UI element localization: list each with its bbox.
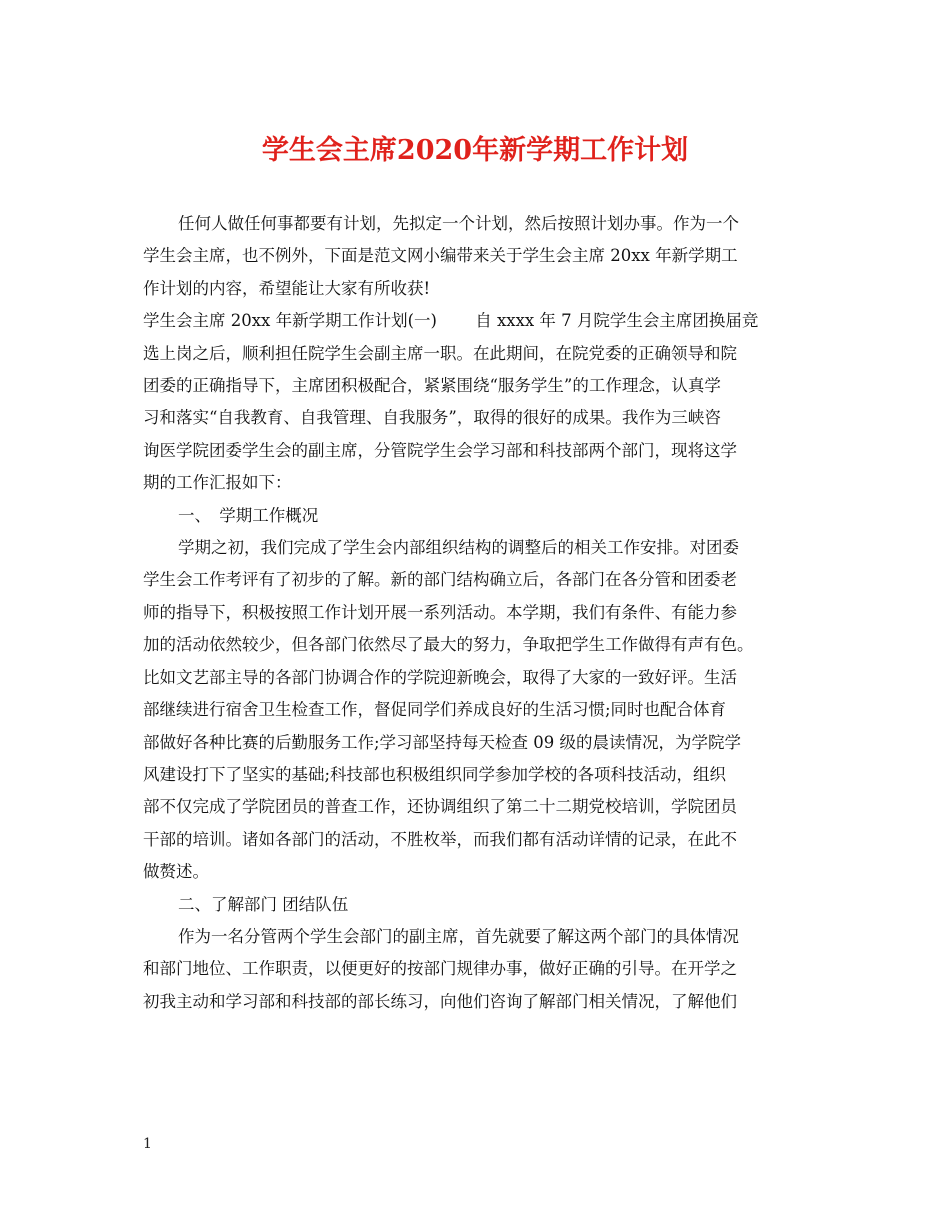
paragraph-line: 部做好各种比赛的后勤服务工作;学习部坚持每天检查 09 级的晨读情况，为学院学 — [143, 732, 742, 752]
paragraph-line: 和部门地位、工作职责，以便更好的按部门规律办事，做好正确的引导。在开学之 — [143, 959, 737, 979]
paragraph-line: 习和落实“自我教育、自我管理、自我服务”，取得的很好的成果。我作为三峡咨 — [143, 408, 721, 428]
paragraph-line: 团委的正确指导下，主席团积极配合，紧紧围绕“服务学生”的工作理念，认真学 — [143, 376, 721, 396]
paragraph-line: 干部的培训。诸如各部门的活动，不胜枚举，而我们都有活动详情的记录，在此不 — [143, 829, 737, 849]
section-heading: 二、了解部门 团结队伍 — [178, 894, 349, 914]
page-number: 1 — [143, 1136, 152, 1152]
paragraph-line: 学期之初，我们完成了学生会内部组织结构的调整后的相关工作安排。对团委 — [178, 538, 739, 558]
paragraph-line: 学生会主席，也不例外，下面是范文网小编带来关于学生会主席 20xx 年新学期工 — [143, 246, 738, 266]
paragraph-line: 初我主动和学习部和科技部的部长练习，向他们咨询了解部门相关情况，了解他们 — [143, 991, 737, 1011]
paragraph-line: 学生会工作考评有了初步的了解。新的部门结构确立后，各部门在各分管和团委老 — [143, 570, 737, 590]
section-heading: 一、 学期工作概况 — [178, 505, 319, 525]
paragraph-line: 做赘述。 — [143, 862, 209, 882]
paragraph-line: 期的工作汇报如下： — [143, 473, 292, 493]
paragraph-line: 作计划的内容，希望能让大家有所收获! — [143, 278, 431, 298]
paragraph-line: 师的指导下，积极按照工作计划开展一系列活动。本学期，我们有条件、有能力参 — [143, 602, 737, 622]
paragraph-line: 选上岗之后，顺利担任院学生会副主席一职。在此期间，在院党委的正确领导和院 — [143, 343, 737, 363]
paragraph-line: 风建设打下了坚实的基础;科技部也积极组织同学参加学校的各项科技活动，组织 — [143, 764, 727, 784]
paragraph-line: 任何人做任何事都要有计划，先拟定一个计划，然后按照计划办事。作为一个 — [178, 214, 739, 233]
paragraph-line: 比如文艺部主导的各部门协调合作的学院迎新晚会，取得了大家的一致好评。生活 — [143, 667, 737, 687]
paragraph-line: 加的活动依然较少，但各部门依然尽了最大的努力，争取把学生工作做得有声有色。 — [143, 635, 754, 655]
paragraph-line: 部继续进行宿舍卫生检查工作，督促同学们养成良好的生活习惯;同时也配合体育 — [143, 700, 727, 720]
paragraph-line: 询医学院团委学生会的副主席，分管院学生会学习部和科技部两个部门，现将这学 — [143, 440, 737, 460]
paragraph-line: 作为一名分管两个学生会部门的副主席，首先就要了解这两个部门的具体情况 — [178, 926, 739, 946]
paragraph-line: 学生会主席 20xx 年新学期工作计划(一) 自 xxxx 年 7 月院学生会主席团换届竞 — [143, 311, 759, 331]
document-body — [143, 208, 823, 1018]
paragraph-line: 部不仅完成了学院团员的普查工作，还协调组织了第二十二期党校培训，学院团员 — [143, 797, 737, 817]
document-title: 学生会主席2020年新学期工作计划 — [261, 135, 689, 166]
